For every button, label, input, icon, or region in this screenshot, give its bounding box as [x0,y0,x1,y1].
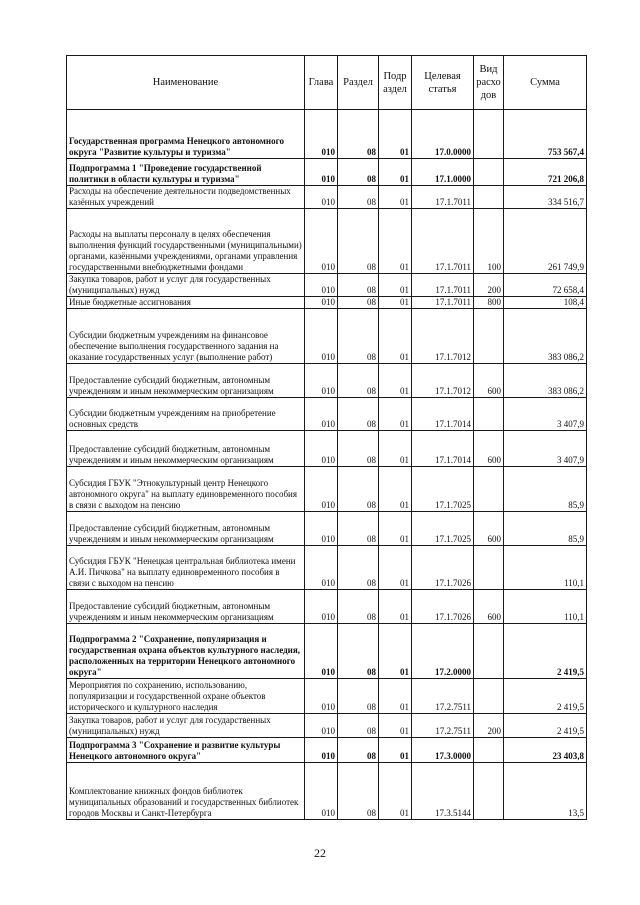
table-row [67,546,587,590]
row-glava: 010 [305,431,338,467]
row-podrazdel: 01 [379,714,412,738]
row-sum: 261 749,9 [504,209,587,274]
table-row [67,274,587,297]
row-sum: 2 419,5 [504,679,587,714]
row-glava: 010 [305,467,338,512]
table-row [67,512,587,546]
row-sum: 110,1 [504,546,587,590]
row-razdel: 08 [338,309,379,364]
row-name: Предоставление субсидий бюджетным, автономным учреждениям и иным некоммерческим организациям [67,364,305,398]
row-glava: 010 [305,110,338,159]
row-article: 17.2.7511 [412,679,474,714]
row-podrazdel: 01 [379,467,412,512]
table-row [67,297,587,309]
table-row [67,431,587,467]
header-razdel: Раздел [338,56,379,110]
row-vid [474,679,504,714]
row-razdel: 08 [338,679,379,714]
row-glava: 010 [305,512,338,546]
row-vid: 600 [474,512,504,546]
row-razdel: 08 [338,546,379,590]
row-glava: 010 [305,186,338,209]
row-name: Закупка товаров, работ и услуг для государственных (муниципальных) нужд [67,714,305,738]
row-podrazdel: 01 [379,398,412,431]
row-sum: 721 206,8 [504,159,587,186]
row-vid: 200 [474,274,504,297]
row-podrazdel: 01 [379,679,412,714]
row-vid [474,624,504,679]
row-razdel: 08 [338,297,379,309]
row-podrazdel: 01 [379,297,412,309]
row-glava: 010 [305,590,338,624]
table-row [67,763,587,820]
row-name: Субсидия ГБУК "Этнокультурный центр Ненецкого автономного округа" на выплату единовременного пособия в связи с выходом на пенсию [67,467,305,512]
row-article: 17.1.7025 [412,467,474,512]
row-sum: 334 516,7 [504,186,587,209]
row-sum: 85,9 [504,512,587,546]
row-razdel: 08 [338,364,379,398]
table-row [67,159,587,186]
header-sum: Сумма [504,56,587,110]
header-glava: Глава [305,56,338,110]
header-podrazdel: Подр аздел [379,56,412,110]
row-glava: 010 [305,297,338,309]
row-sum: 23 403,8 [504,738,587,763]
row-razdel: 08 [338,763,379,820]
row-glava: 010 [305,398,338,431]
row-article: 17.1.7012 [412,309,474,364]
row-vid [474,467,504,512]
row-sum: 3 407,9 [504,398,587,431]
row-razdel: 08 [338,467,379,512]
row-article: 17.3.0000 [412,738,474,763]
row-name: Предоставление субсидий бюджетным, автономным учреждениям и иным некоммерческим организациям [67,590,305,624]
table-row [67,679,587,714]
row-vid [474,110,504,159]
row-glava: 010 [305,309,338,364]
row-name: Субсидии бюджетным учреждениям на приобретение основных средств [67,398,305,431]
row-podrazdel: 01 [379,624,412,679]
row-sum: 383 086,2 [504,309,587,364]
row-razdel: 08 [338,714,379,738]
row-name: Мероприятия по сохранению, использованию, популяризации и государственной охране объектов исторического и культурного наследия [67,679,305,714]
row-vid [474,186,504,209]
row-razdel: 08 [338,274,379,297]
row-article: 17.2.0000 [412,624,474,679]
row-glava: 010 [305,209,338,274]
row-glava: 010 [305,364,338,398]
row-razdel: 08 [338,431,379,467]
row-podrazdel: 01 [379,738,412,763]
row-podrazdel: 01 [379,209,412,274]
row-article: 17.1.7012 [412,364,474,398]
row-podrazdel: 01 [379,763,412,820]
row-vid: 100 [474,209,504,274]
row-sum: 72 658,4 [504,274,587,297]
budget-table [66,55,587,820]
row-podrazdel: 01 [379,431,412,467]
row-glava: 010 [305,679,338,714]
row-glava: 010 [305,738,338,763]
page-number: 22 [314,846,326,860]
row-sum: 13,5 [504,763,587,820]
row-name: Комплектование книжных фондов библиотек муниципальных образований и государственных библиотек городов Москвы и Санкт-Петербурга [67,763,305,820]
row-vid [474,398,504,431]
row-razdel: 08 [338,512,379,546]
row-name: Расходы на обеспечение деятельности подведомственных казённых учреждений [67,186,305,209]
table-row [67,467,587,512]
row-podrazdel: 01 [379,186,412,209]
row-sum: 85,9 [504,467,587,512]
table-row [67,624,587,679]
table-row [67,209,587,274]
row-sum: 3 407,9 [504,431,587,467]
row-name: Закупка товаров, работ и услуг для государственных (муниципальных) нужд [67,274,305,297]
row-sum: 383 086,2 [504,364,587,398]
row-razdel: 08 [338,159,379,186]
row-vid [474,738,504,763]
table-body [67,110,587,820]
row-razdel: 08 [338,590,379,624]
row-article: 17.1.7025 [412,512,474,546]
header-article: Целевая статья [412,56,474,110]
row-name: Расходы на выплаты персоналу в целях обеспечения выполнения функций государственными (муниципальными) органами, казёнными учреждениями, органами управления государственными внебюджетными фондами [67,209,305,274]
row-glava: 010 [305,624,338,679]
header-vid: Вид расхо дов [474,56,504,110]
row-article: 17.1.7026 [412,546,474,590]
row-glava: 010 [305,763,338,820]
row-name: Подпрограмма 3 "Сохранение и развитие культуры Ненецкого автономного округа" [67,738,305,763]
header-name: Наименование [67,56,305,110]
row-razdel: 08 [338,209,379,274]
row-name: Предоставление субсидий бюджетным, автономным учреждениям и иным некоммерческим организациям [67,431,305,467]
row-article: 17.1.7011 [412,297,474,309]
row-podrazdel: 01 [379,309,412,364]
row-vid [474,763,504,820]
row-razdel: 08 [338,398,379,431]
table-row [67,110,587,159]
row-article: 17.3.5144 [412,763,474,820]
row-razdel: 08 [338,624,379,679]
row-name: Субсидии бюджетным учреждениям на финансовое обеспечение выполнения государственного задания на оказание государственных услуг (выполнение работ) [67,309,305,364]
row-name: Иные бюджетные ассигнования [67,297,305,309]
row-vid [474,309,504,364]
row-glava: 010 [305,546,338,590]
row-podrazdel: 01 [379,274,412,297]
row-sum: 110,1 [504,590,587,624]
row-vid: 600 [474,431,504,467]
row-article: 17.1.7011 [412,274,474,297]
row-podrazdel: 01 [379,110,412,159]
row-article: 17.1.7026 [412,590,474,624]
row-glava: 010 [305,274,338,297]
row-razdel: 08 [338,738,379,763]
row-sum: 753 567,4 [504,110,587,159]
row-article: 17.1.7014 [412,398,474,431]
row-vid: 600 [474,364,504,398]
table-row [67,398,587,431]
row-podrazdel: 01 [379,590,412,624]
row-vid [474,159,504,186]
row-podrazdel: 01 [379,364,412,398]
row-sum: 2 419,5 [504,624,587,679]
table-row [67,714,587,738]
row-glava: 010 [305,714,338,738]
row-razdel: 08 [338,110,379,159]
row-razdel: 08 [338,186,379,209]
row-podrazdel: 01 [379,512,412,546]
table-row [67,186,587,209]
row-article: 17.0.0000 [412,110,474,159]
table-row [67,590,587,624]
row-vid: 600 [474,590,504,624]
row-name: Государственная программа Ненецкого автономного округа "Развитие культуры и туризма" [67,110,305,159]
row-sum: 2 419,5 [504,714,587,738]
row-glava: 010 [305,159,338,186]
row-article: 17.2.7511 [412,714,474,738]
row-article: 17.1.7014 [412,431,474,467]
row-podrazdel: 01 [379,159,412,186]
row-vid: 200 [474,714,504,738]
table-header-row [67,56,587,110]
row-name: Предоставление субсидий бюджетным, автономным учреждениям и иным некоммерческим организациям [67,512,305,546]
row-vid: 800 [474,297,504,309]
row-vid [474,546,504,590]
row-name: Субсидия ГБУК "Ненецкая центральная библиотека имени А.И. Пичкова" на выплату единовременного пособия в связи с выходом на пенсию [67,546,305,590]
row-article: 17.1.7011 [412,209,474,274]
row-article: 17.1.7011 [412,186,474,209]
row-name: Подпрограмма 2 "Сохранение, популяризация и государственная охрана объектов культурного наследия, расположенных на территории Ненецкого автономного округа" [67,624,305,679]
row-article: 17.1.0000 [412,159,474,186]
row-sum: 108,4 [504,297,587,309]
row-podrazdel: 01 [379,546,412,590]
row-name: Подпрограмма 1 "Проведение государственной политики в области культуры и туризма" [67,159,305,186]
table-row [67,738,587,763]
table-row [67,309,587,364]
table-row [67,364,587,398]
